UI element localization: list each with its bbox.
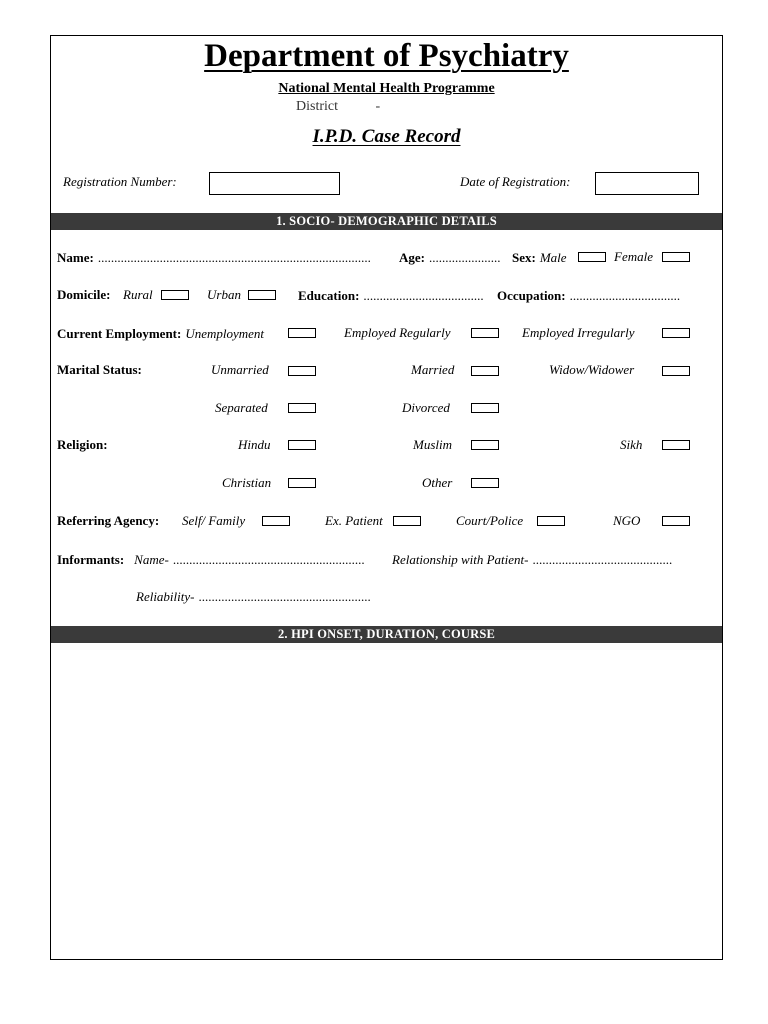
page-title: Department of Psychiatry <box>204 38 569 74</box>
referring-court-police-checkbox[interactable] <box>537 516 565 526</box>
sex-label: Sex: <box>512 250 536 265</box>
employment-irregular-checkbox[interactable] <box>662 328 690 338</box>
religion-other-checkbox[interactable] <box>471 478 499 488</box>
sex-male-label: Male <box>539 250 567 265</box>
employment-unemployed-checkbox[interactable] <box>288 328 316 338</box>
name-row <box>57 249 371 267</box>
informant-name-field[interactable]: ........................................................... <box>172 552 365 567</box>
name-field[interactable]: .................................................................................... <box>97 250 371 265</box>
religion-muslim-checkbox[interactable] <box>471 440 499 450</box>
district-line <box>296 99 380 115</box>
informants-label: Informants: <box>57 552 125 567</box>
employment-regular-checkbox[interactable] <box>471 328 499 338</box>
registration-number-label: Registration Number: <box>63 174 177 189</box>
programme-subtitle: National Mental Health Programme <box>278 81 495 96</box>
domicile-urban-label: Urban <box>207 287 241 302</box>
sex-male-checkbox[interactable] <box>578 252 606 262</box>
religion-other-label: Other <box>422 475 453 490</box>
sex-female-label: Female <box>614 249 653 264</box>
section-hpi-header: 2. HPI ONSET, DURATION, COURSE <box>51 626 722 643</box>
name-label: Name: <box>57 250 94 265</box>
marital-separated-checkbox[interactable] <box>288 403 316 413</box>
relationship-group <box>392 551 672 569</box>
marital-status-label: Marital Status: <box>57 362 142 377</box>
occupation-field[interactable]: .................................. <box>569 288 681 303</box>
registration-date-field[interactable] <box>595 172 699 195</box>
marital-divorced-checkbox[interactable] <box>471 403 499 413</box>
referring-ex-patient-label: Ex. Patient <box>325 513 383 528</box>
employment-regular-label: Employed Regularly <box>344 325 451 340</box>
referring-self-family-label: Self/ Family <box>182 513 246 528</box>
marital-married-checkbox[interactable] <box>471 366 499 376</box>
registration-date-label: Date of Registration: <box>460 174 571 189</box>
religion-hindu-checkbox[interactable] <box>288 440 316 450</box>
relationship-label: Relationship with Patient- <box>392 552 529 567</box>
informant-name-label: Name- <box>134 552 169 567</box>
reliability-label: Reliability- <box>136 589 195 604</box>
referring-ex-patient-checkbox[interactable] <box>393 516 421 526</box>
relationship-field[interactable]: ........................................... <box>532 552 673 567</box>
marital-separated-label: Separated <box>215 400 268 415</box>
age-field[interactable]: ...................... <box>429 250 501 265</box>
marital-unmarried-checkbox[interactable] <box>288 366 316 376</box>
registration-number-field[interactable] <box>209 172 340 195</box>
employment-unemployed-label: Unemployment <box>185 326 265 341</box>
education-field[interactable]: ..................................... <box>363 288 484 303</box>
religion-sikh-label: Sikh <box>620 437 643 452</box>
domicile-label: Domicile: <box>57 287 111 302</box>
referring-ngo-label: NGO <box>613 513 641 528</box>
marital-widow-checkbox[interactable] <box>662 366 690 376</box>
referring-agency-label: Referring Agency: <box>57 513 160 528</box>
referring-court-police-label: Court/Police <box>456 513 524 528</box>
district-separator: - <box>375 99 381 114</box>
marital-unmarried-label: Unmarried <box>211 362 269 377</box>
employment-label: Current Employment: <box>57 326 182 341</box>
employment-irregular-label: Employed Irregularly <box>522 325 635 340</box>
district-label: District <box>296 99 338 114</box>
sex-female-checkbox[interactable] <box>662 252 690 262</box>
marital-widow-label: Widow/Widower <box>549 362 635 377</box>
occupation-label: Occupation: <box>497 288 566 303</box>
referring-ngo-checkbox[interactable] <box>662 516 690 526</box>
reliability-row <box>136 588 371 606</box>
employment-group <box>57 325 264 343</box>
education-group <box>298 287 484 305</box>
informants-row <box>57 551 365 569</box>
hpi-writing-area[interactable] <box>51 643 722 958</box>
religion-christian-label: Christian <box>222 475 272 490</box>
domicile-rural-label: Rural <box>123 287 153 302</box>
sex-group <box>512 249 567 267</box>
religion-label: Religion: <box>57 437 108 452</box>
referring-self-family-checkbox[interactable] <box>262 516 290 526</box>
religion-sikh-checkbox[interactable] <box>662 440 690 450</box>
age-label: Age: <box>399 250 425 265</box>
religion-christian-checkbox[interactable] <box>288 478 316 488</box>
reliability-field[interactable]: ..................................................... <box>198 589 371 604</box>
education-label: Education: <box>298 288 360 303</box>
age-group <box>399 249 501 267</box>
religion-hindu-label: Hindu <box>238 437 271 452</box>
domicile-urban-checkbox[interactable] <box>248 290 276 300</box>
occupation-group <box>497 287 680 305</box>
case-record-form <box>50 35 723 960</box>
section-socio-demographic-header: 1. SOCIO- DEMOGRAPHIC DETAILS <box>51 213 722 230</box>
domicile-rural-checkbox[interactable] <box>161 290 189 300</box>
case-record-title: I.P.D. Case Record <box>312 126 461 147</box>
marital-married-label: Married <box>411 362 455 377</box>
marital-divorced-label: Divorced <box>402 400 450 415</box>
religion-muslim-label: Muslim <box>413 437 452 452</box>
